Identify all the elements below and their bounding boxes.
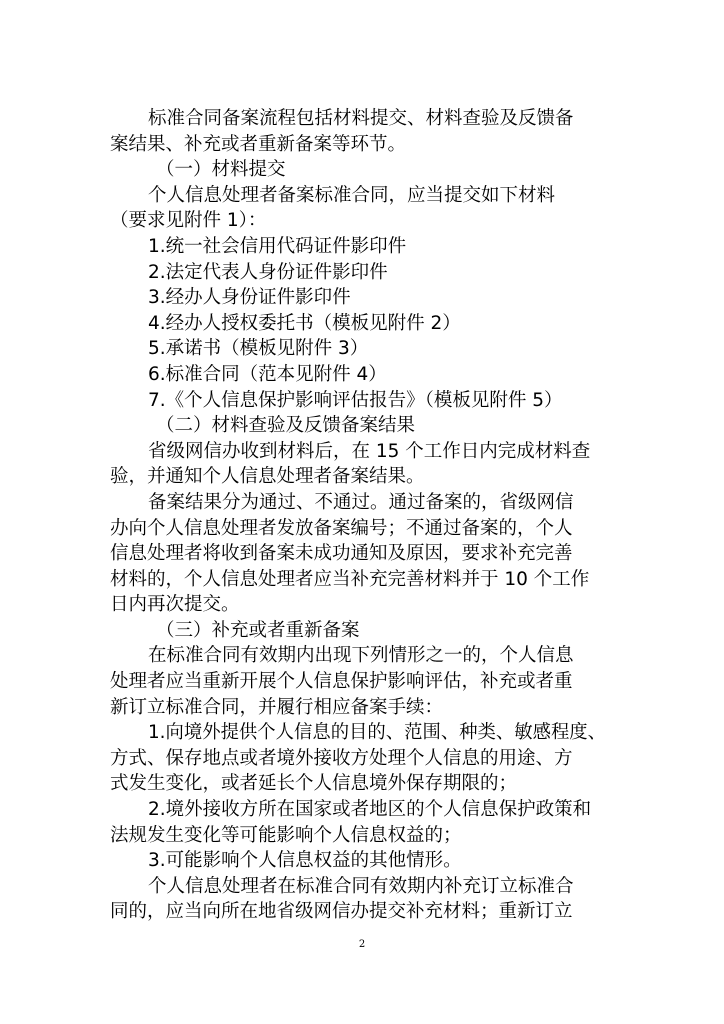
paragraph-line: 验，并通知个人信息处理者备案结果。 <box>110 466 425 488</box>
list-item: 7.《个人信息保护影响评估报告》（模板见附件 5） <box>148 389 563 411</box>
list-item: 5.承诺书（模板见附件 3） <box>148 338 369 360</box>
section-heading: （三）补充或者重新备案 <box>156 619 360 641</box>
paragraph-line: 省级网信办收到材料后，在 15 个工作日内完成材料查 <box>148 440 591 462</box>
paragraph-line: 材料的，个人信息处理者应当补充完善材料并于 10 个工作 <box>110 568 590 590</box>
page-number: 2 <box>358 939 366 950</box>
paragraph-line: 标准合同备案流程包括材料提交、材料查验及反馈备 <box>148 108 574 129</box>
paragraph-line: 个人信息处理者在标准合同有效期内补充订立标准合 <box>148 875 574 897</box>
paragraph-line: 方式、保存地点或者境外接收方处理个人信息的用途、方 <box>110 747 573 769</box>
document-body <box>110 106 620 925</box>
paragraph-line: 同的，应当向所在地省级网信办提交补充材料；重新订立 <box>110 901 573 923</box>
paragraph-line: 式发生变化，或者延长个人信息境外保存期限的； <box>110 773 518 795</box>
list-item: 3.可能影响个人信息权益的其他情形。 <box>148 850 462 872</box>
paragraph-line: 案结果、补充或者重新备案等环节。 <box>110 133 407 155</box>
list-item: 3.经办人身份证件影印件 <box>148 287 351 309</box>
paragraph-line: 个人信息处理者备案标准合同，应当提交如下材料 <box>148 184 556 206</box>
paragraph-line: 信息处理者将收到备案未成功通知及原因，要求补充完善 <box>110 543 573 565</box>
list-item: 4.经办人授权委托书（模板见附件 2） <box>148 312 461 334</box>
section-heading: （二）材料查验及反馈备案结果 <box>156 415 416 437</box>
paragraph-line: （要求见附件 1）： <box>110 210 267 232</box>
list-item: 1.统一社会信用代码证件影印件 <box>148 235 407 257</box>
paragraph-line: 备案结果分为通过、不通过。通过备案的，省级网信 <box>148 491 574 513</box>
paragraph-line: 处理者应当重新开展个人信息保护影响评估，补充或者重 <box>110 671 573 693</box>
list-item: 1.向境外提供个人信息的目的、范围、种类、敏感程度、 <box>148 722 607 744</box>
list-item: 6.标准合同（范本见附件 4） <box>148 363 387 385</box>
paragraph-line: 新订立标准合同，并履行相应备案手续： <box>110 696 444 718</box>
paragraph-line: 办向个人信息处理者发放备案编号；不通过备案的，个人 <box>110 517 573 539</box>
paragraph-line: 日内再次提交。 <box>110 594 240 616</box>
list-item: 2.法定代表人身份证件影印件 <box>148 261 388 283</box>
paragraph-line: 法规发生变化等可能影响个人信息权益的； <box>110 824 462 846</box>
section-heading: （一）材料提交 <box>156 159 286 181</box>
paragraph-line: 在标准合同有效期内出现下列情形之一的，个人信息 <box>148 645 574 667</box>
list-item: 2.境外接收方所在国家或者地区的个人信息保护政策和 <box>148 799 592 821</box>
